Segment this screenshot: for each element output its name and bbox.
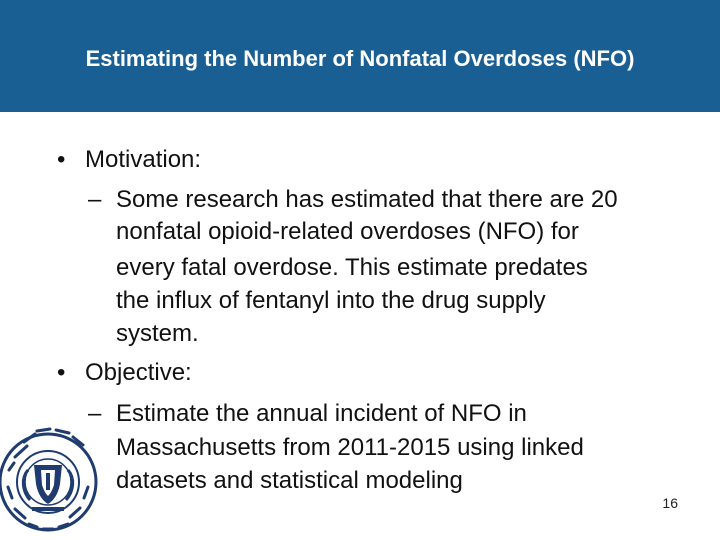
objective-subpoint-line-1 (88, 400, 527, 428)
massachusetts-public-health-seal-icon (0, 412, 110, 538)
dash-icon: – (88, 186, 102, 213)
motivation-subpoint-line-2: nonfatal opioid-related overdoses (NFO) for (116, 218, 579, 245)
title-bar (0, 0, 720, 112)
bullet-motivation (57, 146, 201, 174)
motivation-subpoint-line-1 (88, 186, 618, 214)
motivation-subpoint-line-4: the influx of fentanyl into the drug supply (116, 287, 546, 314)
objective-subpoint-line-3: datasets and statistical modeling (116, 467, 463, 494)
bullet-motivation-label: Motivation: (85, 146, 202, 173)
motivation-subpoint-line-5: system. (116, 320, 199, 347)
bullet-objective (57, 359, 192, 387)
page-number: 16 (662, 495, 678, 511)
motivation-subpoint-text-1: Some research has estimated that there are 20 (116, 186, 618, 213)
dash-icon: – (88, 400, 102, 427)
motivation-subpoint-line-3: every fatal overdose. This estimate predates (116, 254, 588, 281)
bullet-objective-label: Objective: (85, 359, 192, 386)
bullet-dot-icon: • (57, 359, 66, 386)
objective-subpoint-text-1: Estimate the annual incident of NFO in (116, 400, 527, 427)
slide-title: Estimating the Number of Nonfatal Overdoses (NFO) (85, 46, 635, 71)
objective-subpoint-line-2: Massachusetts from 2011-2015 using linked (116, 434, 584, 461)
bullet-dot-icon: • (57, 146, 66, 173)
